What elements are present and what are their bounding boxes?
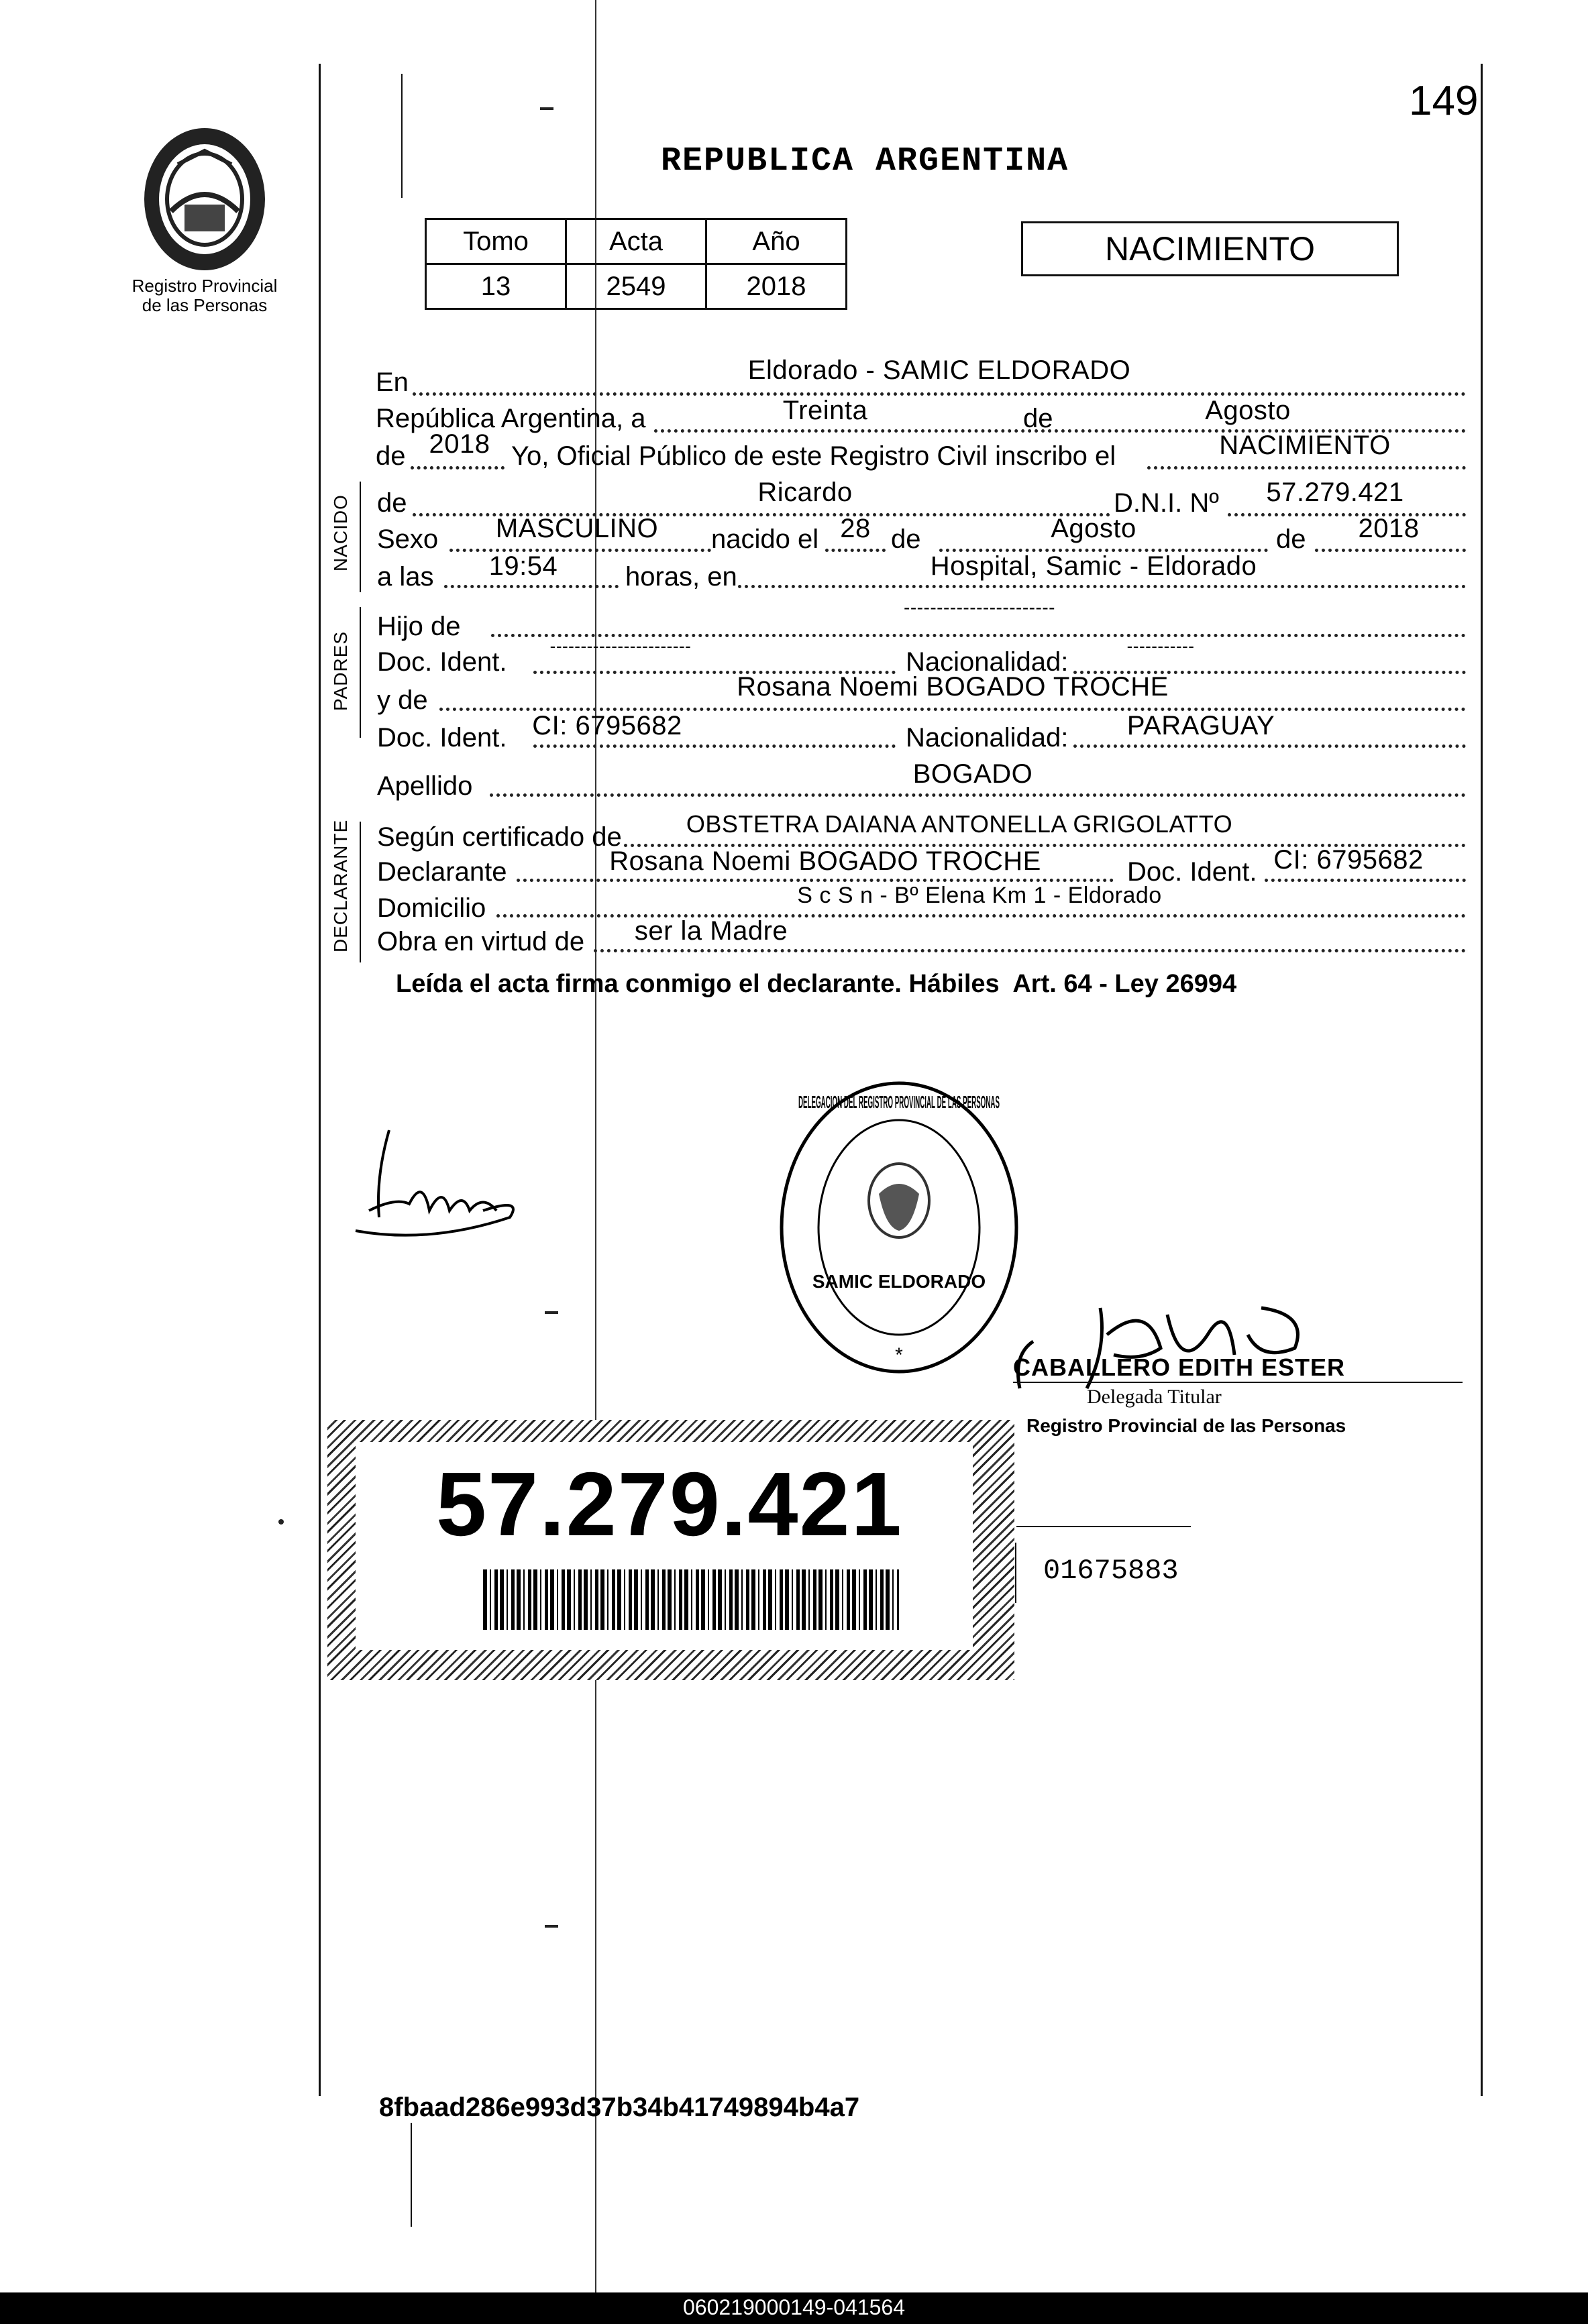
section-bar-nacido: [360, 482, 361, 592]
nacido-de-label: de: [377, 488, 407, 518]
yde-label: y de: [377, 685, 428, 715]
nationality-label: Nacionalidad:: [906, 647, 1069, 677]
document-title: REPUBLICA ARGENTINA: [661, 142, 1069, 180]
father-nationality: -----------: [1126, 636, 1195, 656]
sexo-label: Sexo: [377, 524, 439, 554]
apellido-label: Apellido: [377, 771, 473, 801]
domicilio-label: Domicilio: [377, 893, 486, 923]
event-value: NACIMIENTO: [1219, 431, 1391, 460]
birth-year: 2018: [1358, 514, 1420, 543]
registry-stamp-icon: [772, 1073, 1026, 1382]
doc-label: Doc. Ident.: [377, 723, 507, 753]
dotted-line: [1073, 744, 1466, 748]
provincial-seal-icon: [138, 124, 272, 278]
serial-rule-left: [1015, 1543, 1016, 1603]
scan-mark: [545, 1925, 558, 1928]
day-value: Treinta: [782, 396, 868, 425]
serial-number: 01675883: [1043, 1555, 1179, 1587]
month-value: Agosto: [1205, 396, 1291, 425]
right-margin-rule: [1481, 64, 1483, 2096]
de-label: de: [1276, 524, 1306, 554]
nacido-el-label: nacido el: [711, 524, 819, 554]
dotted-line: [411, 466, 505, 469]
alas-label: a las: [377, 562, 434, 592]
section-label-padres: PADRES: [330, 630, 351, 711]
scan-mark: [540, 107, 553, 110]
official-name: CABALLERO EDITH ESTER: [1013, 1353, 1346, 1381]
birth-time: 19:54: [488, 551, 558, 581]
obra-label: Obra en virtud de: [377, 927, 585, 956]
de-label: de: [1023, 404, 1053, 433]
section-label-declarante: DECLARANTE: [330, 819, 351, 952]
mother-nationality: PARAGUAY: [1126, 711, 1275, 740]
apellido-value: BOGADO: [912, 759, 1033, 789]
scan-mark: [545, 1311, 558, 1314]
dotted-line: [1147, 466, 1466, 469]
de-label: de: [376, 441, 406, 471]
seal-caption-line-2: de las Personas: [142, 295, 268, 315]
official-office: Registro Provincial de las Personas: [1026, 1415, 1346, 1436]
dotted-line: [594, 949, 1466, 952]
scan-dot: [278, 1519, 284, 1525]
tomo-value: 13: [426, 264, 566, 309]
dotted-line: [490, 793, 1466, 797]
dotted-line: [517, 879, 1114, 882]
obra-value: ser la Madre: [634, 916, 788, 946]
en-label: En: [376, 368, 409, 397]
section-bar-declarante: [360, 822, 361, 962]
barcode-number: 57.279.421: [436, 1453, 903, 1555]
table-header: Año: [706, 219, 847, 264]
scan-mark-bottom: [411, 2123, 412, 2227]
year-value: 2018: [429, 429, 490, 459]
declarante-name: Rosana Noemi BOGADO TROCHE: [609, 846, 1041, 876]
nationality-label: Nacionalidad:: [906, 723, 1069, 753]
de-label: de: [891, 524, 921, 554]
declarante-doc: CI: 6795682: [1273, 845, 1424, 875]
declarant-signature: [349, 1117, 523, 1244]
place-value: Eldorado - SAMIC ELDORADO: [747, 355, 1131, 385]
center-fold-line: [595, 0, 596, 2294]
birth-day: 28: [840, 514, 871, 543]
stamp-inner-text: SAMIC ELDORADO: [812, 1271, 986, 1292]
dni-label: D.N.I. Nº: [1114, 488, 1219, 518]
closing-statement: Leída el acta firma conmigo el declarante. Hábiles Art. 64 - Ley 26994: [396, 970, 1237, 998]
doc-label: Doc. Ident.: [377, 647, 507, 677]
dotted-line: [738, 585, 1466, 588]
certificate-value: OBSTETRA DAIANA ANTONELLA GRIGOLATTO: [686, 810, 1233, 838]
declarante-label: Declarante: [377, 857, 507, 887]
section-bar-padres: [360, 607, 361, 738]
seal-caption: [114, 276, 295, 315]
officer-statement: Yo, Oficial Público de este Registro Civil inscribo el: [511, 441, 1116, 471]
certificate-label: Según certificado de: [377, 822, 622, 852]
father-doc: -----------------------: [549, 636, 692, 656]
official-role: Delegada Titular: [1087, 1386, 1222, 1408]
official-signature-line: [1013, 1382, 1463, 1383]
doc-label: Doc. Ident.: [1127, 857, 1257, 887]
serial-rule: [1016, 1526, 1191, 1527]
page-number: 149: [1409, 78, 1479, 124]
birth-month: Agosto: [1051, 514, 1136, 543]
document-hash: 8fbaad286e993d37b34b41749894b4a7: [379, 2093, 860, 2122]
dni-value: 57.279.421: [1266, 478, 1404, 507]
acta-value: 2549: [566, 264, 706, 309]
svg-text:*: *: [895, 1344, 903, 1366]
registry-table: [425, 218, 847, 310]
dotted-line: [1315, 549, 1466, 552]
section-label-nacido: NACIDO: [330, 494, 351, 571]
scan-mark-left: [401, 74, 403, 198]
domicilio-value: S c S n - Bº Elena Km 1 - Eldorado: [797, 883, 1162, 908]
footer-id: 060219000149-041564: [683, 2295, 905, 2319]
anio-value: 2018: [706, 264, 847, 309]
republica-label: República Argentina, a: [376, 404, 646, 433]
act-type-box: NACIMIENTO: [1021, 221, 1399, 276]
table-header: Acta: [566, 219, 706, 264]
stamp-ring-text: DELEGACION DEL REGISTRO PROVINCIAL DE LAS PERSONAS: [798, 1092, 1000, 1112]
left-margin-rule: [319, 64, 321, 2096]
barcode-bars: [483, 1569, 899, 1630]
mother-doc: CI: 6795682: [532, 711, 682, 740]
mother-name: Rosana Noemi BOGADO TROCHE: [737, 672, 1169, 702]
hijo-label: Hijo de: [377, 612, 461, 641]
child-name: Ricardo: [757, 478, 853, 507]
seal-caption-line-1: Registro Provincial: [131, 276, 278, 296]
table-header: Tomo: [426, 219, 566, 264]
sexo-value: MASCULINO: [495, 514, 659, 543]
dotted-line: [533, 744, 896, 748]
father-name: -----------------------: [904, 597, 1055, 618]
dotted-line: [1265, 879, 1466, 882]
horas-label: horas, en: [625, 562, 737, 592]
dotted-line: [444, 585, 619, 588]
birth-place: Hospital, Samic - Eldorado: [930, 551, 1257, 581]
